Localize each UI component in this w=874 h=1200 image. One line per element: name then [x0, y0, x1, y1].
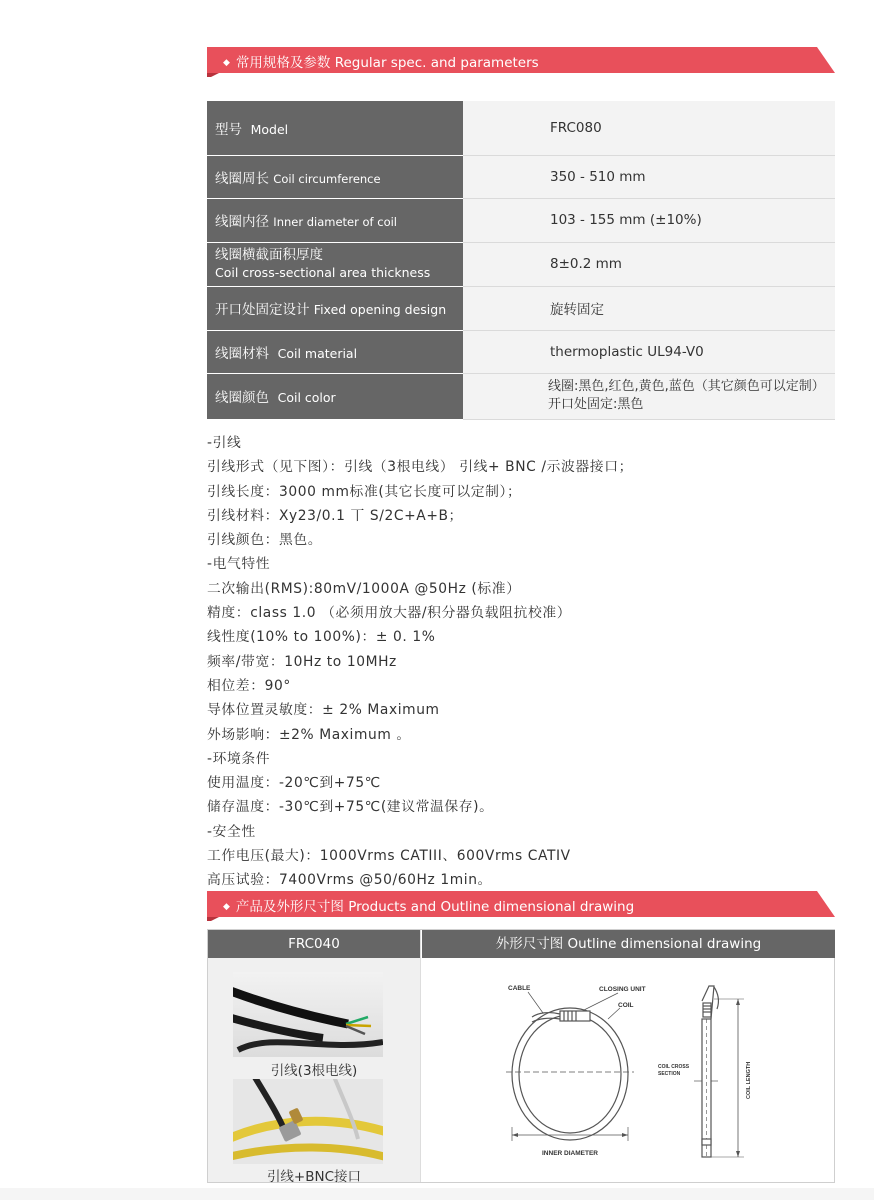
desc-line: -引线 [207, 435, 242, 451]
coil-cross-label: COIL CROSS [658, 1064, 690, 1070]
spec-section-banner [207, 47, 835, 73]
desc-line: 二次输出(RMS):80mV/1000A @50Hz (标准） [207, 580, 521, 597]
spec-key: 线圈周长 Coil circumference [207, 155, 463, 198]
description-block [207, 431, 807, 893]
spec-value: 103 - 155 mm (±10%) [463, 198, 835, 242]
cable-3-wires-photo [233, 972, 383, 1057]
desc-line: 外场影响：±2% Maximum 。 [207, 726, 411, 743]
section-label: SECTION [658, 1071, 681, 1077]
spec-row [207, 286, 835, 330]
spec-key: 型号 Model [207, 101, 463, 155]
products-outline-panel [207, 929, 835, 1183]
spec-value: 旋转固定 [463, 286, 835, 330]
desc-line: -电气特性 [207, 556, 271, 573]
desc-line: 引线颜色：黑色。 [207, 532, 323, 549]
spec-section-title-text: 常用规格及参数 Regular spec. and parameters [235, 55, 539, 71]
cable-bnc-photo [233, 1079, 383, 1164]
desc-line: 高压试验：7400Vrms @50/60Hz 1min。 [207, 872, 492, 889]
spec-row [207, 155, 835, 198]
desc-line: 导体位置灵敏度：± 2% Maximum [207, 702, 440, 719]
diamond-bullet-icon: ◆ [223, 902, 230, 912]
spec-table [207, 101, 835, 420]
desc-line: 使用温度：-20℃到+75℃ [207, 775, 381, 792]
spec-value: 线圈:黑色,红色,黄色,蓝色（其它颜色可以定制） 开口处固定:黑色 [463, 373, 835, 419]
spec-row [207, 242, 835, 286]
desc-line: 储存温度：-30℃到+75℃(建议常温保存)。 [207, 799, 494, 816]
spec-value: 8±0.2 mm [463, 242, 835, 286]
desc-line: 引线形式（见下图）：引线（3根电线） 引线+ BNC /示波器接口； [207, 459, 633, 476]
desc-line: 引线材料：Xy23/0.1 丅 S/2C+A+B； [207, 507, 463, 524]
desc-line: -安全性 [207, 823, 256, 840]
spec-key: 线圈内径 Inner diameter of coil [207, 198, 463, 242]
product-photos-column [208, 958, 420, 1185]
desc-line: 频率/带宽：10Hz to 10MHz [207, 653, 397, 670]
inner-diameter-label: INNER DIAMETER [542, 1150, 598, 1157]
column-divider [420, 930, 421, 1182]
desc-line: 引线长度：3000 mm标准(其它长度可以定制）； [207, 483, 522, 500]
coil-length-label: COIL LENGTH [746, 1061, 752, 1099]
products-section-title [223, 895, 634, 915]
spec-value: 350 - 510 mm [463, 155, 835, 198]
spec-key: 线圈颜色 Coil color [207, 373, 463, 419]
spec-value: thermoplastic UL94-V0 [463, 330, 835, 373]
desc-line: 精度：class 1.0 （必须用放大器/积分器负载阻抗校准） [207, 605, 572, 622]
page-bottom-bar [0, 1188, 874, 1200]
desc-line: 线性度(10% to 100%)：± 0. 1% [207, 629, 436, 646]
spec-row [207, 373, 835, 419]
spec-key: 开口处固定设计 Fixed opening design [207, 286, 463, 330]
spec-section-title [223, 51, 539, 71]
desc-line: -环境条件 [207, 750, 271, 767]
outline-dimensional-drawing [498, 981, 768, 1163]
photo-caption-1: 引线(3根电线) [270, 1063, 358, 1079]
spec-row [207, 101, 835, 155]
desc-line: 相位差：90° [207, 677, 291, 694]
diamond-bullet-icon: ◆ [223, 58, 230, 68]
photo-caption-2: 引线+BNC接口 [266, 1169, 362, 1185]
spec-key: 线圈横截面积厚度 Coil cross-sectional area thickness [207, 242, 463, 286]
cable-label: CABLE [508, 985, 531, 992]
coil-label: COIL [618, 1002, 634, 1009]
products-section-banner [207, 891, 835, 917]
desc-line: 工作电压(最大)：1000Vrms CATIII、600Vrms CATIV [207, 848, 571, 865]
closing-unit-label: CLOSING UNIT [599, 986, 646, 993]
model-header: FRC040 [208, 930, 420, 958]
products-section-title-text: 产品及外形尺寸图 Products and Outline dimensional drawing [235, 899, 635, 915]
spec-value: FRC080 [463, 101, 835, 155]
drawing-header: 外形尺寸图 Outline dimensional drawing [422, 930, 835, 958]
spec-key: 线圈材料 Coil material [207, 330, 463, 373]
spec-row [207, 330, 835, 373]
spec-row [207, 198, 835, 242]
